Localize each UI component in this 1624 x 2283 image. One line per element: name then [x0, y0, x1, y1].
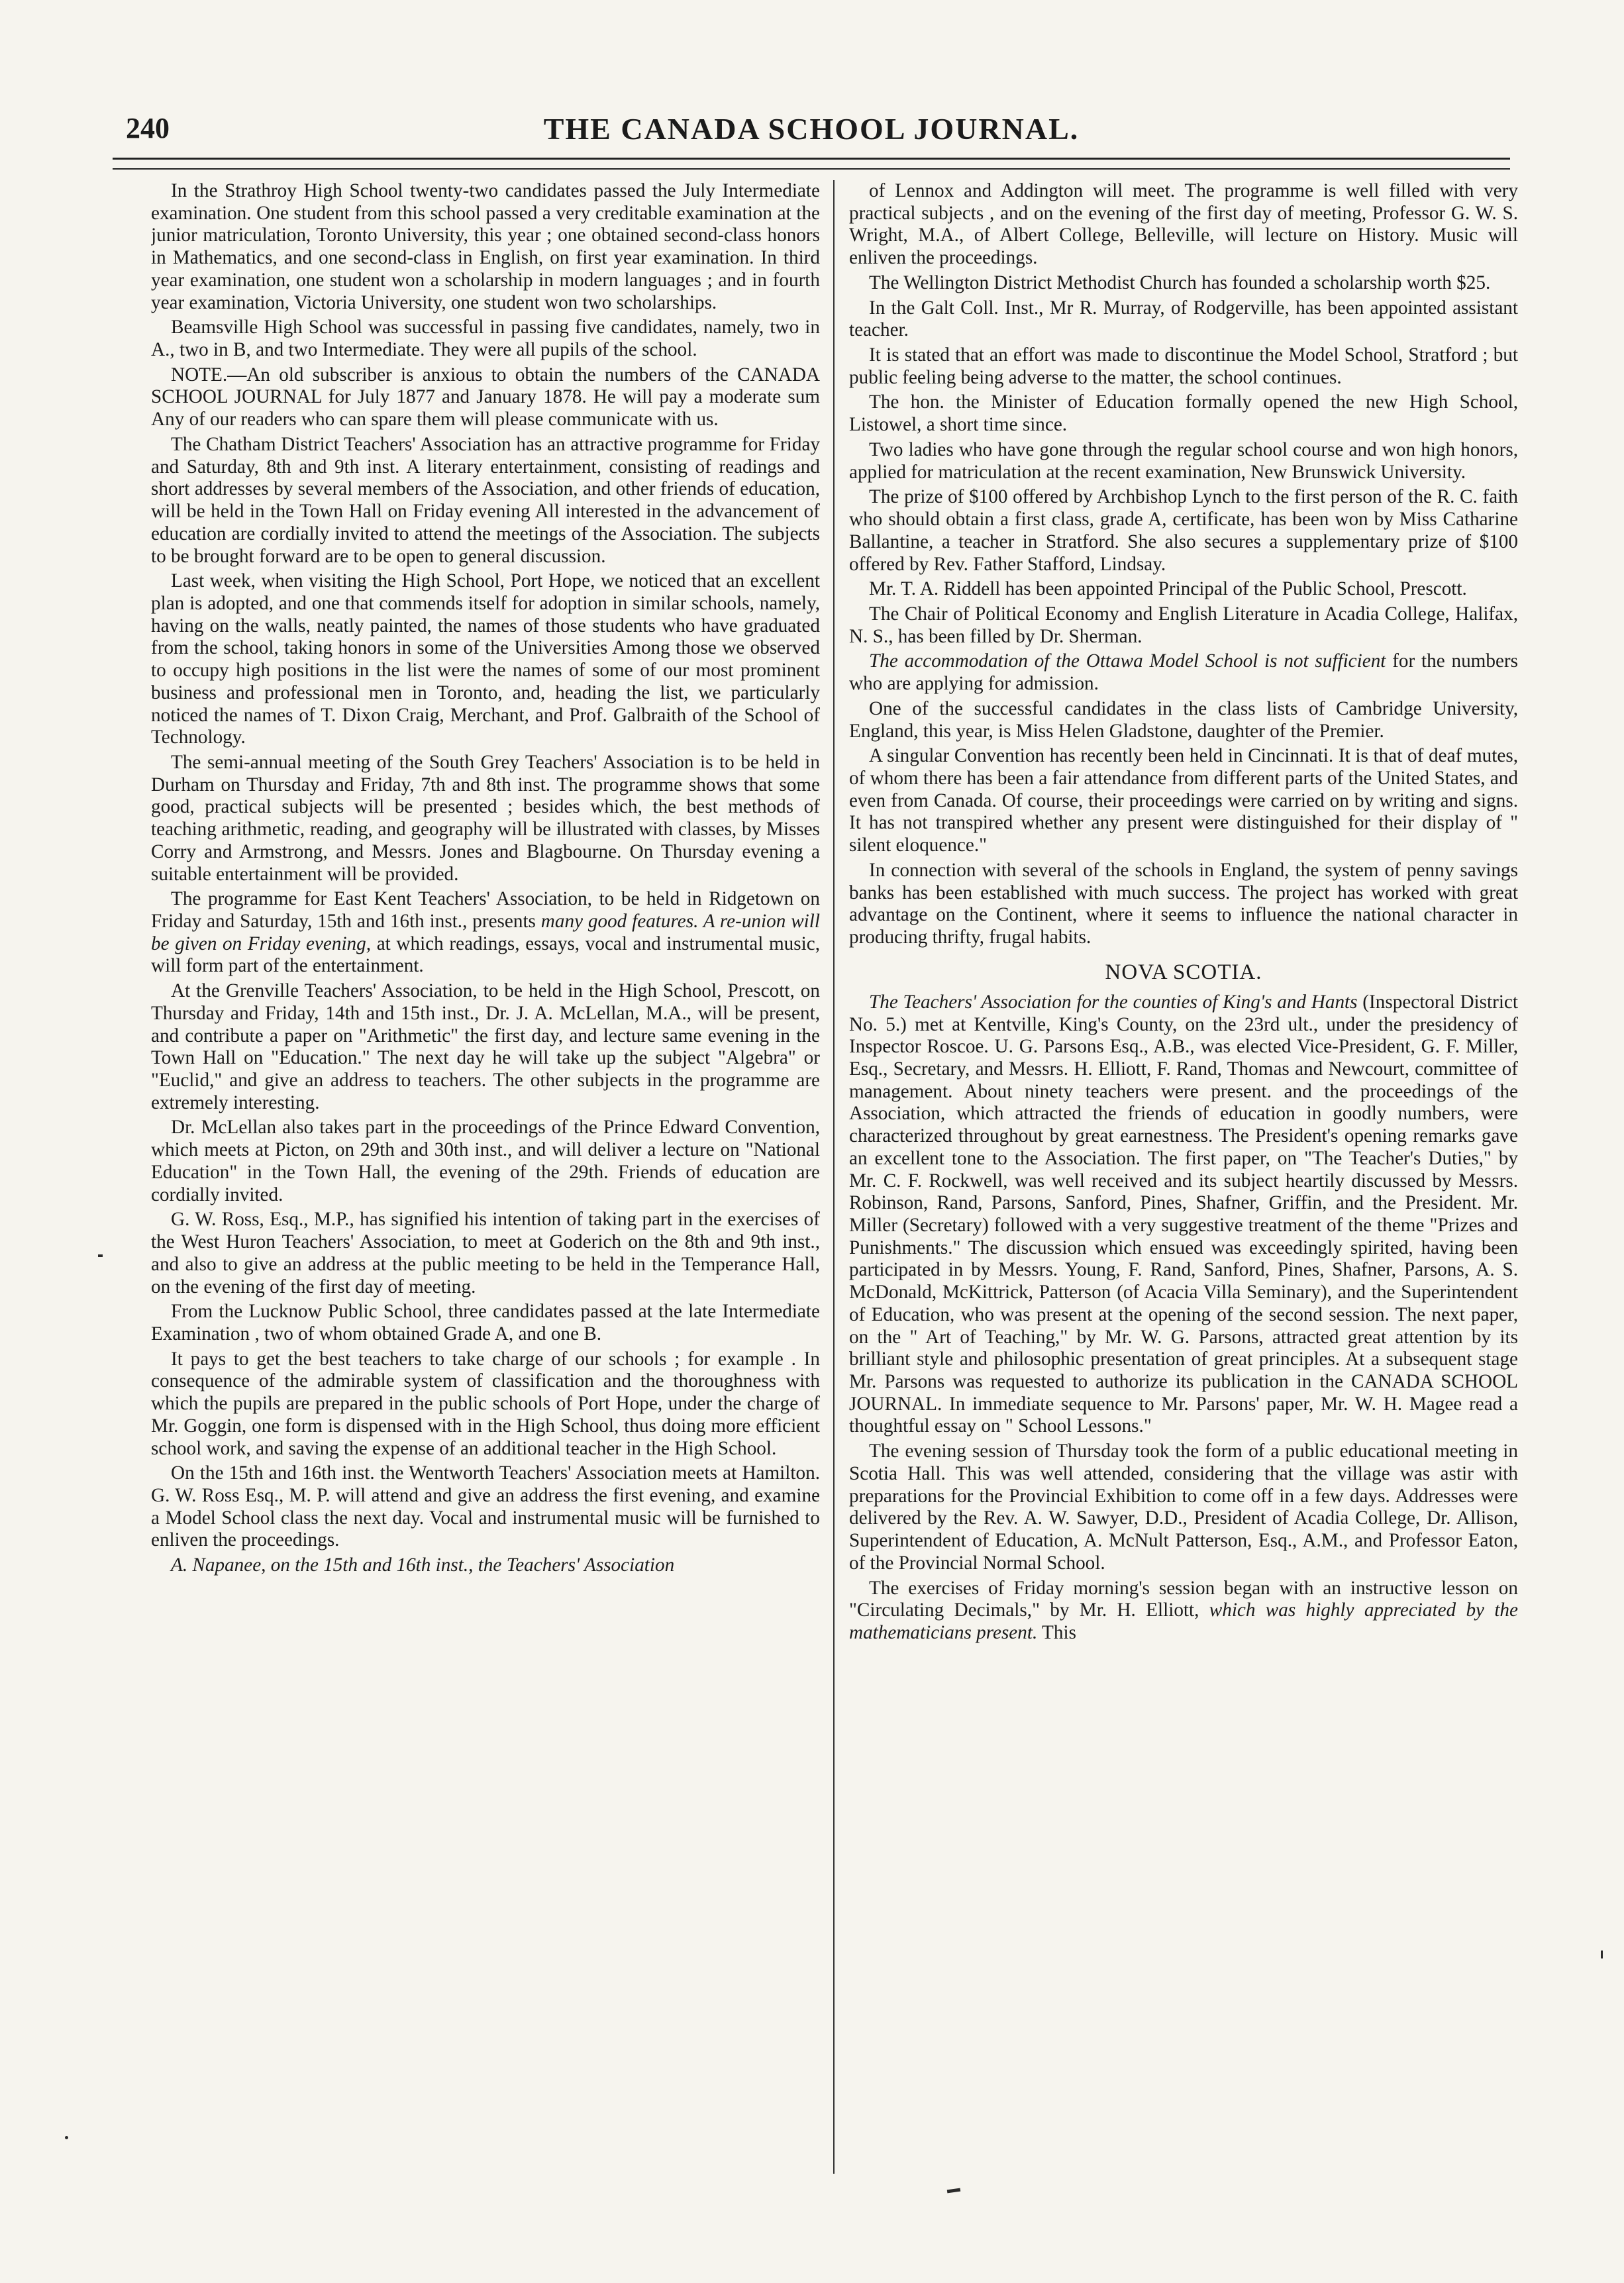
paragraph: The semi-annual meeting of the South Grey Teachers' Association is to be held in Durham on Thursday and Friday, 7th and 8th inst. The programme shows that some good, practical subjects will be presented ; besides which, the best methods of teaching arithmetic, reading, and geography will be illustrated with classes, by Misses Corry and Armstrong, and Messrs. Jones and Blagbourne. On Thursday evening a suitable entertainment will be provided. [151, 751, 820, 885]
paragraph: The hon. the Minister of Education formally opened the new High School, Listowel, a short time since. [849, 391, 1518, 436]
scan-speck [65, 2136, 68, 2139]
running-title: THE CANADA SCHOOL JOURNAL. [543, 112, 1080, 146]
paragraph: It pays to get the best teachers to take charge of our schools ; for example . In consequence of the admirable system of classification and the thoroughness with which the pupils are prepared in the public schools of Port Hope, under the charge of Mr. Goggin, one form is dispensed with in the High School, thus doing more efficient school work, and saving the expense of an additional teacher in the High School. [151, 1348, 820, 1459]
paragraph: The Chair of Political Economy and English Literature in Acadia College, Halifax, N. S., has been filled by Dr. Sherman. [849, 603, 1518, 647]
page-header [113, 111, 1510, 158]
text-run: The programme for East Kent Teachers' Association, to be held in Ridgetown on Friday and Saturday, 15th and 16th inst., presents [151, 888, 820, 932]
paragraph: It is stated that an effort was made to discontinue the Model School, Stratford ; but public feeling being adverse to the matter, the school continues. [849, 344, 1518, 388]
text-run: The exercises of Friday morning's session began with an instructive lesson on "Circulating Decimals," by Mr. H. Elliott, [849, 1577, 1518, 1621]
paragraph: From the Lucknow Public School, three candidates passed at the late Intermediate Examination , two of whom obtained Grade A, and one B. [151, 1301, 820, 1344]
italic-text-run: which was highly appreciated by the mathematicians present. [849, 1599, 1518, 1643]
column-divider [833, 180, 835, 2174]
scan-speck [947, 2188, 961, 2194]
paragraph: Beamsville High School was successful in passing five candidates, namely, two in A., two in B, and two Intermediate. They were all pupils of the school. [151, 317, 820, 361]
paragraph [151, 888, 820, 978]
paragraph: In connection with several of the schools in England, the system of penny savings banks has been established with much success. The project has worked with great advantage on the Continent, where it seems to influence the national character in producing thrifty, frugal habits. [849, 859, 1518, 948]
paragraph [849, 1578, 1518, 1645]
paragraph [849, 991, 1518, 1438]
page-number: 240 [126, 112, 170, 144]
paragraph: Mr. T. A. Riddell has been appointed Principal of the Public School, Prescott. [869, 578, 1467, 600]
italic-text-run: many good features. A re-union will be given on Friday evening, [151, 911, 820, 954]
text-run: (Inspectoral District No. 5.) met at Kentville, King's County, on the 23rd ult., under the presidency of Inspector Roscoe. U. G. Parsons Esq., A.B., was elected Vice-President, G. F. Miller, Esq., Secretary, and Messrs. H. Elliott, F. Rand, Thomas and Newcourt, committee of management. About ninety teachers were present. and the proceedings of the Association, which attracted the friends of education in goodly numbers, were characterized throughout by great earnestness. The President's opening remarks gave an excellent tone to the Association. The first paper, on "The Teacher's Duties," by Mr. C. F. Rockwell, was well received and its subject heartily discussed by Messrs. Robinson, Rand, Parsons, Sanford, Pines, Shafner, Griffin, and the President. Mr. Miller (Secretary) followed with a very suggestive treatment of the theme "Prizes and Punishments." The discussion which ensued was exceedingly spirited, having been participated in by Messrs. Young, F. Rand, Sanford, Pines, Shafner, Parsons, A. S. McDonald, McKittrick, Patterson (of Acacia Villa Seminary), and the Superintendent of Education, who was present at the opening of the second session. The next paper, on the " Art of Teaching," by Mr. W. G. Parsons, attracted great attention by its brilliant style and philosophic presentation of great principles. At a subsequent stage Mr. Parsons was requested to authorize its publication in the CANADA SCHOOL JOURNAL. In immediate sequence to Mr. Parsons' paper, Mr. W. H. Magee read a thoughtful essay on " School Lessons." [849, 991, 1518, 1437]
paragraph: A. Napanee, on the 15th and 16th inst., the Teachers' Association [171, 1554, 675, 1576]
paragraph: The prize of $100 offered by Archbishop Lynch to the first person of the R. C. faith who should obtain a first class, grade A, certificate, has been won by Miss Catharine Ballantine, a teacher in Stratford. She also secures a supplementary prize of $100 offered by Rev. Father Stafford, Lindsay. [849, 486, 1518, 575]
paragraph: The Wellington District Methodist Church has founded a scholarship worth $25. [869, 272, 1491, 293]
scan-speck [98, 1254, 103, 1257]
header-rule [113, 158, 1510, 160]
paragraph: One of the successful candidates in the class lists of Cambridge University, England, this year, is Miss Helen Gladstone, daughter of the Premier. [849, 697, 1518, 742]
paragraph: G. W. Ross, Esq., M.P., has signified his intention of taking part in the exercises of the West Huron Teachers' Association, to meet at Goderich on the 8th and 9th inst., and also to give an address at the public meeting to be held in the Temperance Hall, on the evening of the first day of meeting. [151, 1209, 820, 1297]
scan-speck [1601, 1951, 1603, 1958]
text-run: at which readings, essays, vocal and instrumental music, will form part of the entertainment. [151, 933, 820, 977]
right-column [849, 180, 1518, 2174]
paragraph: Two ladies who have gone through the regular school course and won high honors, applied for matriculation at the recent examination, New Brunswick University. [849, 438, 1518, 483]
paragraph: The Chatham District Teachers' Association has an attractive programme for Friday and Saturday, 8th and 9th inst. A literary entertainment, consisting of readings and short addresses by several members of the Association, and other friends of education, will be held in the Town Hall on Friday evening All interested in the advancement of education are cordially invited to attend the meetings of the Association. The subjects to be brought forward are to be open to general discussion. [151, 433, 820, 567]
paragraph: of Lennox and Addington will meet. The programme is well filled with very practical subjects , and on the evening of the first day of meeting, Professor G. W. S. Wright, M.A., of Albert College, Belleville, will lecture on History. Music will enliven the proceedings. [849, 180, 1518, 269]
paragraph: The evening session of Thursday took the form of a public educational meeting in Scotia Hall. This was well attended, considering that the village was astir with preparations for the Provincial Exhibition to come off in a few days. Addresses were delivered by the Rev. A. W. Sawyer, D.D., President of Acadia College, Dr. Allison, Superintendent of Education, A. McNult Patterson, Esq., A.M., and Professor Eaton, of the Provincial Normal School. [849, 1441, 1518, 1574]
paragraph [849, 650, 1518, 695]
text-run: for the numbers who are applying for admission. [849, 650, 1518, 695]
text-run: This [1037, 1621, 1076, 1643]
paragraph: At the Grenville Teachers' Association, to be held in the High School, Prescott, on Thursday and Friday, 14th and 15th inst., Dr. J. A. McLellan, M.A., will be present, and contribute a paper on "Arithmetic" the first day, and lecture same evening in the Town Hall on "Education." The next day he will take up the subject "Algebra" or "Euclid," and give an address to teachers. The other subjects in the programme are extremely interesting. [151, 980, 820, 1113]
italic-text-run: The accommodation of the Ottawa Model School is not sufficient [869, 650, 1386, 672]
paragraph: A singular Convention has recently been held in Cincinnati. It is that of deaf mutes, of whom there has been a fair attendance from different parts of the United States, and even from Canada. Of course, their proceedings were carried on by writing and signs. It has not transpired whether any present were distinguished for their display of " silent eloquence." [849, 745, 1518, 856]
paragraph: Dr. McLellan also takes part in the proceedings of the Prince Edward Convention, which meets at Picton, on 29th and 30th inst., and will deliver a lecture on "National Education" in the Town Hall, the evening of the 29th. Friends of education are cordially invited. [151, 1117, 820, 1205]
paragraph: On the 15th and 16th inst. the Wentworth Teachers' Association meets at Hamilton. G. W. Ross Esq., M. P. will attend and give an address the first evening, and examine a Model School class the next day. Vocal and instrumental music will be furnished to enliven the proceedings. [151, 1462, 820, 1551]
left-column [151, 180, 820, 2174]
italic-text-run: The Teachers' Association for the counties of King's and Hants [869, 991, 1358, 1013]
header-rule-thin [113, 168, 1510, 170]
section-heading: NOVA SCOTIA. [1105, 960, 1262, 984]
paragraph: In the Galt Coll. Inst., Mr R. Murray, of Rodgerville, has been appointed assistant teacher. [849, 297, 1518, 341]
paragraph: Last week, when visiting the High School, Port Hope, we noticed that an excellent plan is adopted, and one that commends itself for adoption in similar schools, namely, having on the walls, neatly painted, the names of those students who have graduated from the school, taking honors in some of the Universities Among those we observed to occupy high positions in the list were the names of some of our most prominent business and professional men in Toronto, and, heading the list, we particularly noticed the names of T. Dixon Craig, Merchant, and Prof. Galbraith of the School of Technology. [151, 570, 820, 748]
paragraph: NOTE.—An old subscriber is anxious to obtain the numbers of the CANADA SCHOOL JOURNAL for July 1877 and January 1878. He will pay a moderate sum Any of our readers who can spare them will please communicate with us. [151, 364, 820, 431]
paragraph: In the Strathroy High School twenty-two candidates passed the July Intermediate examination. One student from this school passed a very creditable examination at the junior matriculation, Toronto University, this year ; one obtained second-class honors in Mathematics, and one second-class in English, on first year examination. In third year examination, one student won a scholarship in modern languages ; and in fourth year examination, Victoria University, one student won two scholarships. [151, 180, 820, 313]
